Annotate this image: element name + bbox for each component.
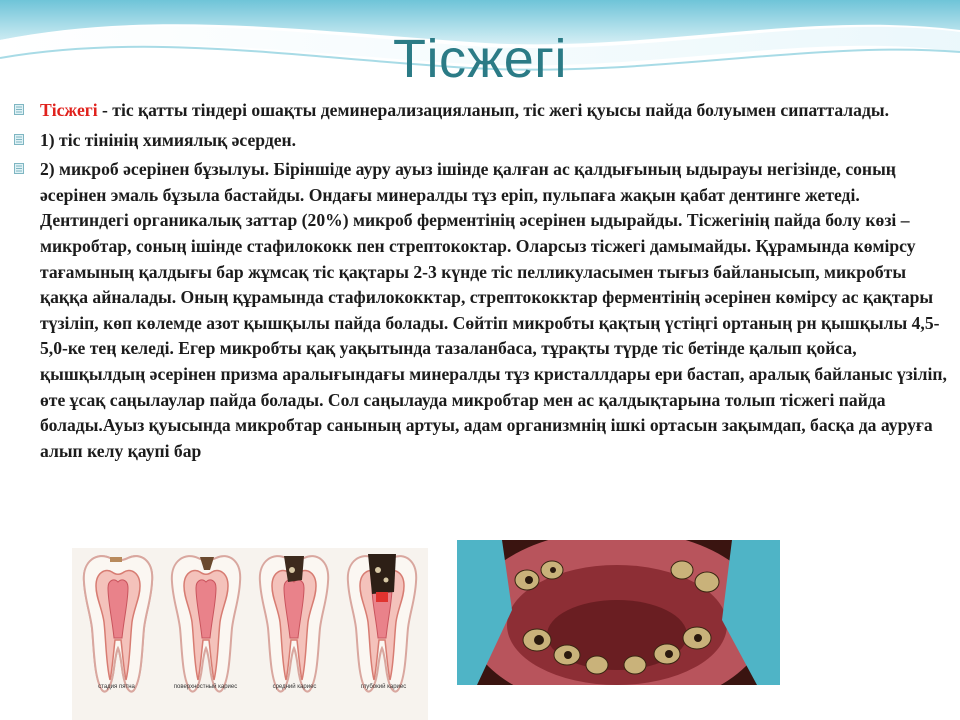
bullet-list (14, 98, 950, 464)
bullet-item-microbial (14, 157, 950, 464)
illustrations (0, 540, 960, 720)
caries-stages-diagram (72, 548, 428, 720)
slide-title: Тісжегі (393, 29, 567, 89)
stage-label: средний кариес (272, 684, 317, 690)
bullet-item-definition (14, 98, 950, 124)
bullet-text: 2) микроб әсерінен бұзылуы. Біріншіде ауру ауыз ішінде қалған ас қалдығының ыдырауы негізінде, соның әсерінен эмаль бұзыла бастайды. Ондағы минералды тұз еріп, пульпаға жақын қабат дентинге жетеді. Дентиндегі органикалық заттар (20%) микроб ферментінің әсерінен ыдырайды. Тісжегінің пайда болу көзі – микробтар, соның ішінде стафилококк пен стрептококтар. Оларсыз тісжегі дамымайды. Құрамында көмірсу тағамының қалдығы бар жұмсақ тіс қақтары 2-3 күнде тіс пелликуласымен тығыз байланысып, микробты қаққа айналады. Оның құрамында стафилококктар, стрептококктар ферментінің әсерінен көмірсу ас қақтары түзіліп, көп көлемде азот қышқылы пайда болады. Сөйтіп микробты қақтың үстіңгі ортаның рн қышқылы 4,5-5,0-ке тең келеді. Егер микробты қақ уақытында тазаланбаса, тұрақты түрде тіс бетінде қалып қойса, қышқылдың әсерінен призма аралығындағы минералды тұз кристаллдары ери бастап, аралық байланыс үзіліп, өте ұсақ саңылаулар пайда болады. Сол саңылауда микробтар мен ас қалдықтарына толып тісжегі пайда болады.Ауыз қуысында микробтар санының артуы, адам организмнің ішкі ортасын зақымдап, басқа да ауруға алып келу қаупі бар (40, 159, 947, 461)
mouth-photo-illustration (457, 540, 780, 685)
stage-label: стадия пятна (98, 684, 135, 690)
stage-label: поверхностный кариес (173, 684, 238, 690)
stage-label: глубокий кариес (360, 684, 407, 690)
term-highlight: Тісжегі (40, 100, 98, 120)
mouth-photo (457, 540, 780, 685)
bullet-icon (14, 104, 24, 115)
teeth-illustration (72, 548, 428, 698)
bullet-text: 1) тіс тінінің химиялық әсерден. (40, 129, 297, 150)
bullet-item-chemical (14, 128, 950, 154)
bullet-icon (14, 134, 24, 145)
bullet-icon (14, 163, 24, 174)
bullet-text: - тіс қатты тіндері ошақты деминерализацияланып, тіс жегі қуысы пайда болуымен сипатталады. (97, 100, 889, 120)
